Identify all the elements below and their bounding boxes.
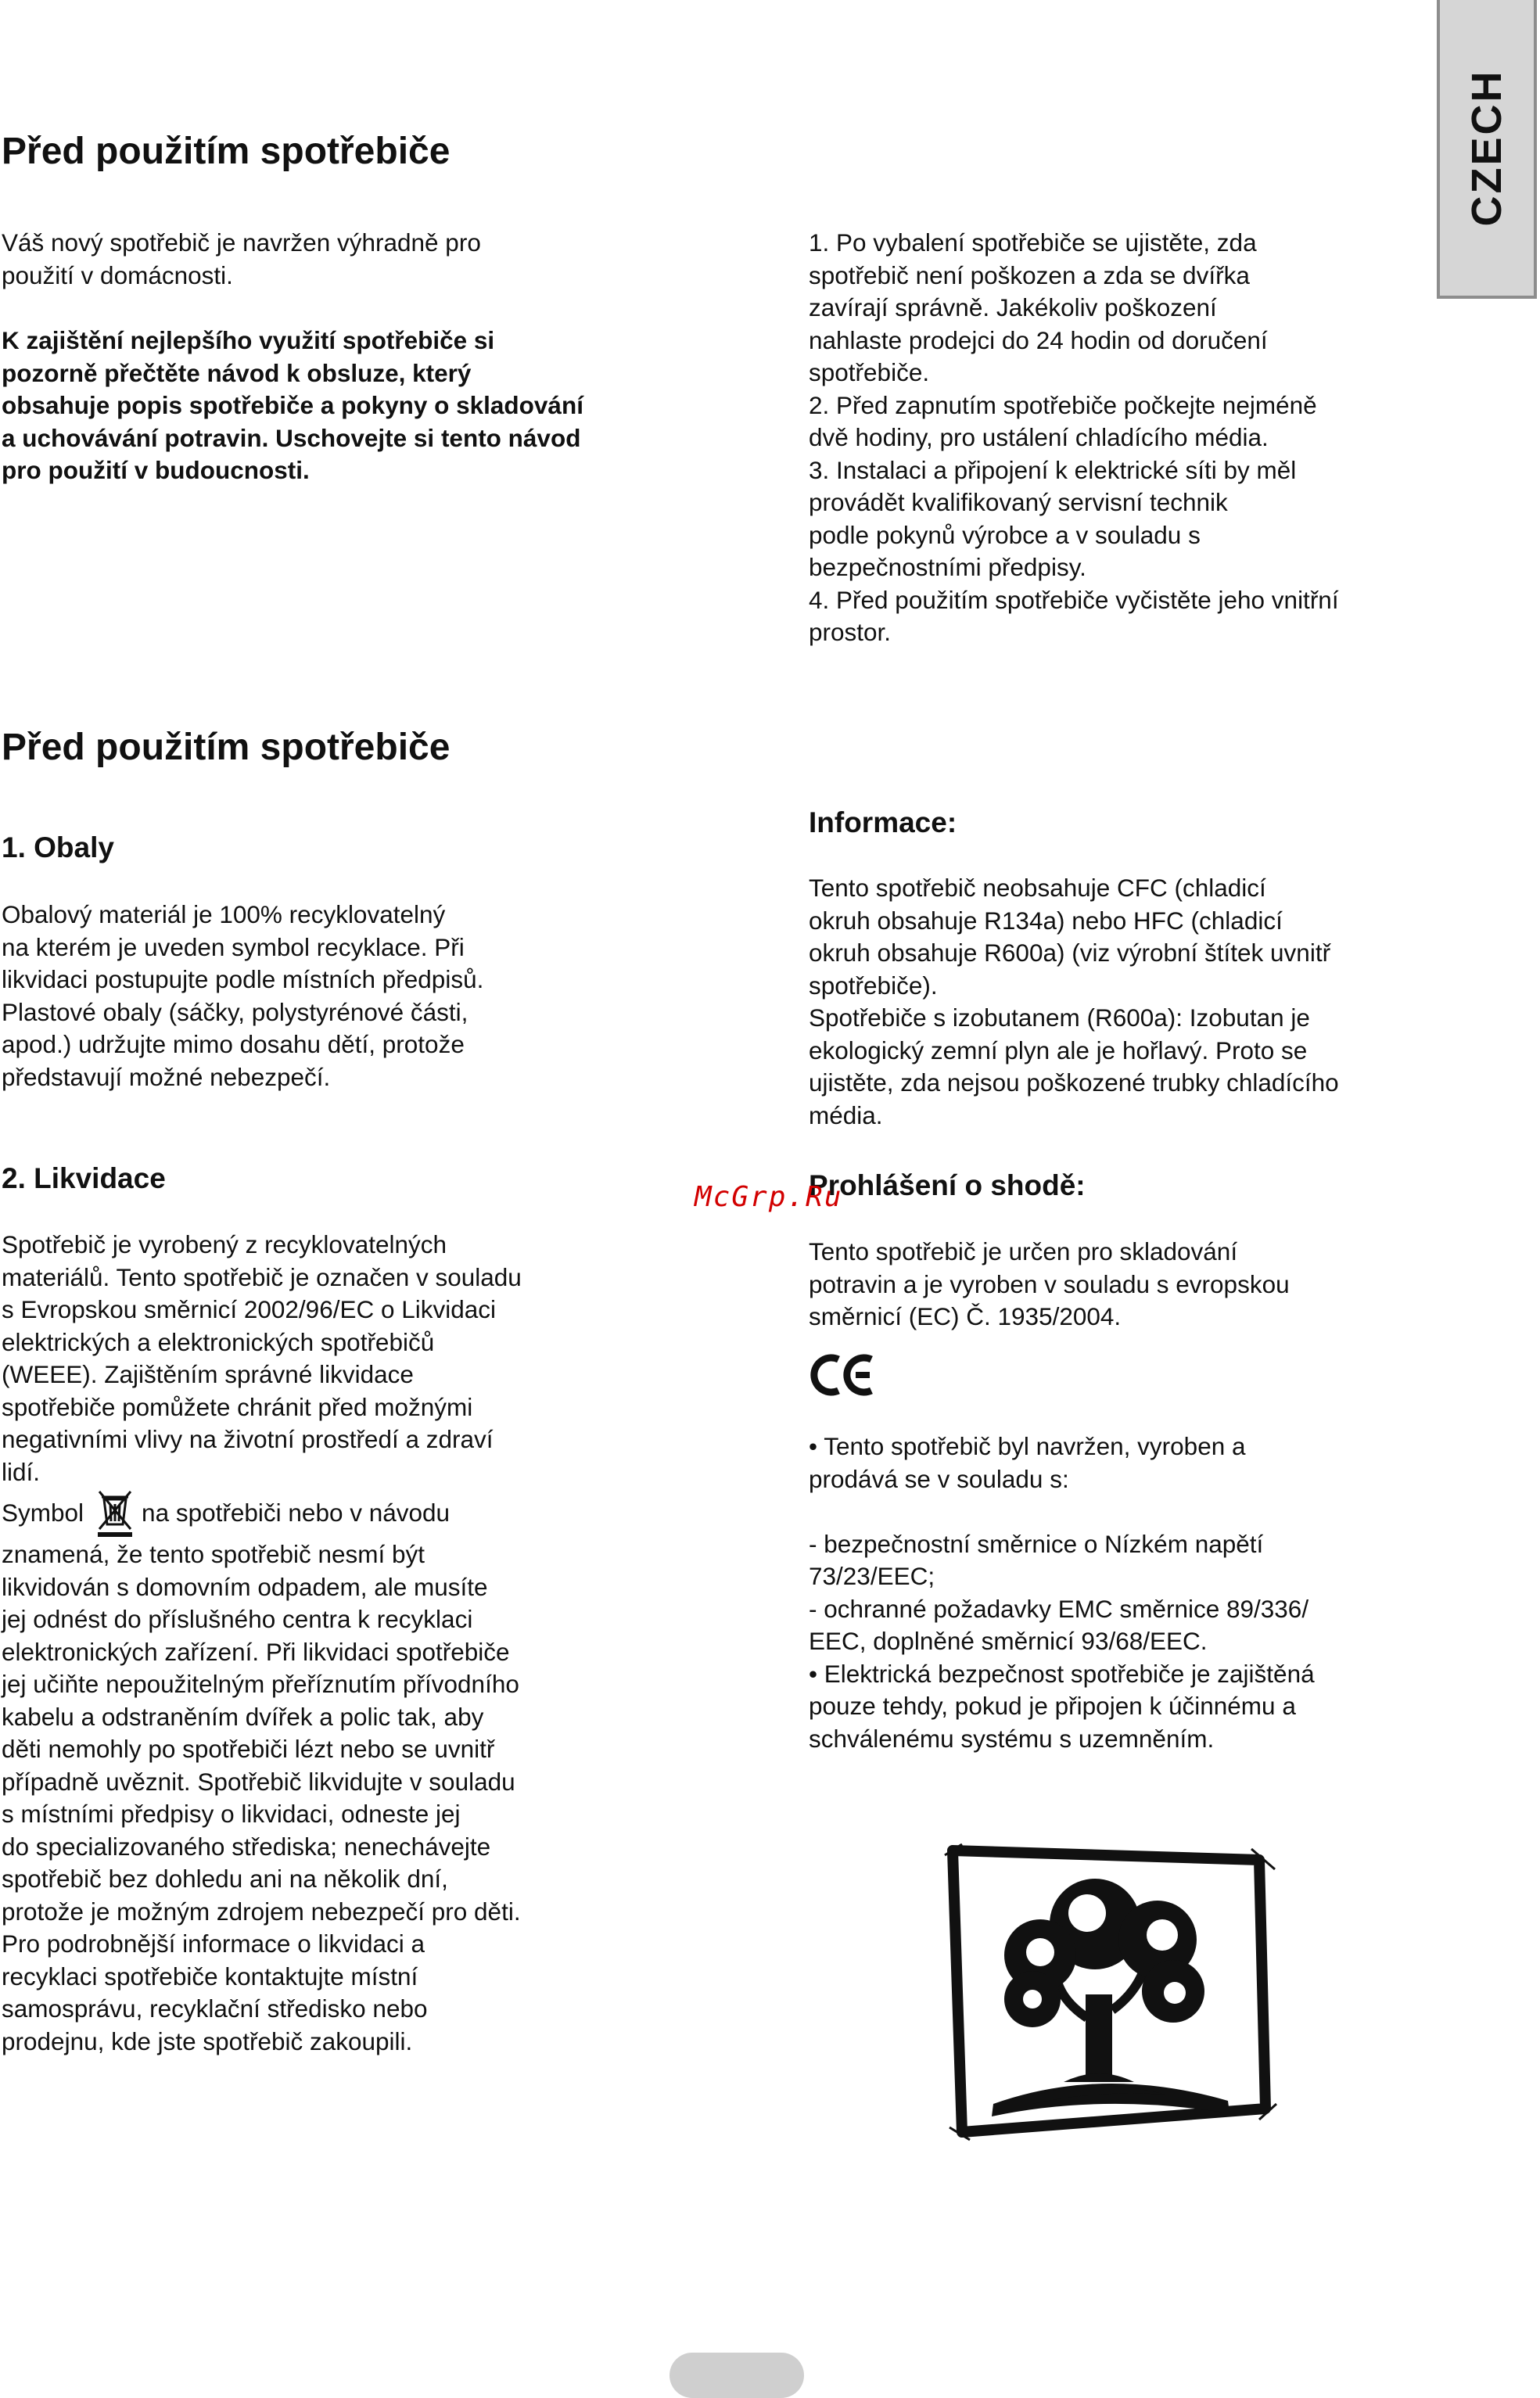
section2-heading: Před použitím spotřebiče bbox=[2, 727, 451, 768]
obaly-body: Obalový materiál je 100% recyklovatelný na kterém je uveden symbol recyklace. Při likvidaci postupujte podle místních předpisů. Plastové obaly (sáčky, polystyrénové části, apod.) udržujte mimo dosahu dětí, protože představují možné nebezpečí. bbox=[2, 900, 484, 1091]
prohlaseni-bullets: • Tento spotřebič byl navržen, vyroben a prodává se v souladu s: - bezpečnostní směrnice o Nízkém napětí 73/23/EEC; - ochranné požadavky EMC směrnice 89/336/ EEC, doplněné směrnicí 93/68/EEC. • Elektrická bezpečnost spotřebiče je zajištěná pouze tehdy, pokud je připojen k účinnému a schválenému systému s uzemněním. bbox=[809, 1432, 1315, 1753]
section1-intro: Váš nový spotřebič je navržen výhradně pro použití v domácnosti. bbox=[2, 228, 481, 289]
watermark: McGrp.Ru bbox=[695, 1181, 843, 1213]
tree-logo-icon bbox=[939, 1838, 1283, 2143]
prohlaseni-title: Prohlášení o shodě: bbox=[809, 1169, 1086, 1201]
informace-title: Informace: bbox=[809, 806, 957, 838]
likvidace-body-before: Spotřebič je vyrobený z recyklovatelných materiálů. Tento spotřebič je označen v souladu s Evropskou směrnicí 2002/96/EC o Likvidaci elektrických a elektronických spotřebičů (WEEE). Zajištěním správné likvidace spotřebiče pomůžete chránit před možnými negativními vlivy na životní prostředí a zdraví lidí. bbox=[2, 1230, 522, 1486]
likvidace-body-after: znamená, že tento spotřebič nesmí být likvidován s domovním odpadem, ale musíte jej odnést do příslušného centra k recyklaci elektronických zařízení. Při likvidaci spotřebiče jej učiňte nepoužitelným přeříznutím přívodního kabelu a odstraněním dvířek a polic tak, aby děti nemohly po spotřebiči lézt nebo se uvnitř případně uvěznit. Spotřebič likvidujte v souladu s místními předpisy o likvidaci, odneste jej do specializovaného střediska; nenechávejte spotřebič bez dohledu ani na několik dní, protože je možným zdrojem nebezpečí pro děti. Pro podrobnější informace o likvidaci a recyklaci spotřebiče kontaktujte místní samosprávu, recyklační středisko nebo prodejnu, kde jste spotřebič zakoupili. bbox=[2, 1540, 521, 2055]
obaly-title: 1. Obaly bbox=[2, 831, 114, 863]
section1-steps: 1. Po vybalení spotřebiče se ujistěte, zda spotřebič není poškozen a zda se dvířka zavírají správně. Jakékoliv poškození nahlaste prodejci do 24 hodin od doručení spotřebiče. 2. Před zapnutím spotřebiče počkejte nejméně dvě hodiny, pro ustálení chladícího média. 3. Instalaci a připojení k elektrické síti by měl provádět kvalifikovaný servisní technik podle pokynů výrobce a v souladu s bezpečnostními předpisy. 4. Před použitím spotřebiče vyčistěte jeho vnitřní prostor. bbox=[809, 228, 1339, 646]
likvidace-text bbox=[2, 1229, 643, 2058]
section1-heading: Před použitím spotřebiče bbox=[2, 131, 451, 172]
section1-intro-bold: K zajištění nejlepšího využití spotřebiče si pozorně přečtěte návod k obsluze, který obsahuje popis spotřebiče a pokyny o skladování a uchovávání potravin. Uschovejte si tento návod pro použití v budoucnosti. bbox=[2, 326, 583, 484]
likvidace-title: 2. Likvidace bbox=[2, 1162, 166, 1194]
crossed-bin-icon bbox=[95, 1488, 135, 1538]
symbol-rest: na spotřebiči nebo v návodu bbox=[142, 1499, 451, 1527]
ce-mark-icon bbox=[810, 1352, 878, 1398]
informace-body: Tento spotřebič neobsahuje CFC (chladicí okruh obsahuje R134a) nebo HFC (chladicí okruh obsahuje R600a) (viz výrobní štítek uvnitř spotřebiče). Spotřebiče s izobutanem (R600a): Izobutan je ekologický zemní plyn ale je hořlavý. Proto se ujistěte, zda nejsou poškozené trubky chladícího média. bbox=[809, 874, 1339, 1129]
likvidace-symbol-line bbox=[2, 1488, 643, 1538]
prohlaseni-body: Tento spotřebič je určen pro skladování potravin a je vyroben v souladu s evropskou směrnicí (EC) Č. 1935/2004. bbox=[809, 1237, 1290, 1330]
symbol-word: Symbol bbox=[2, 1499, 84, 1527]
language-tab-label: CZECH bbox=[1463, 69, 1510, 227]
language-tab bbox=[1437, 0, 1537, 299]
page-number-pill bbox=[669, 2353, 804, 2398]
